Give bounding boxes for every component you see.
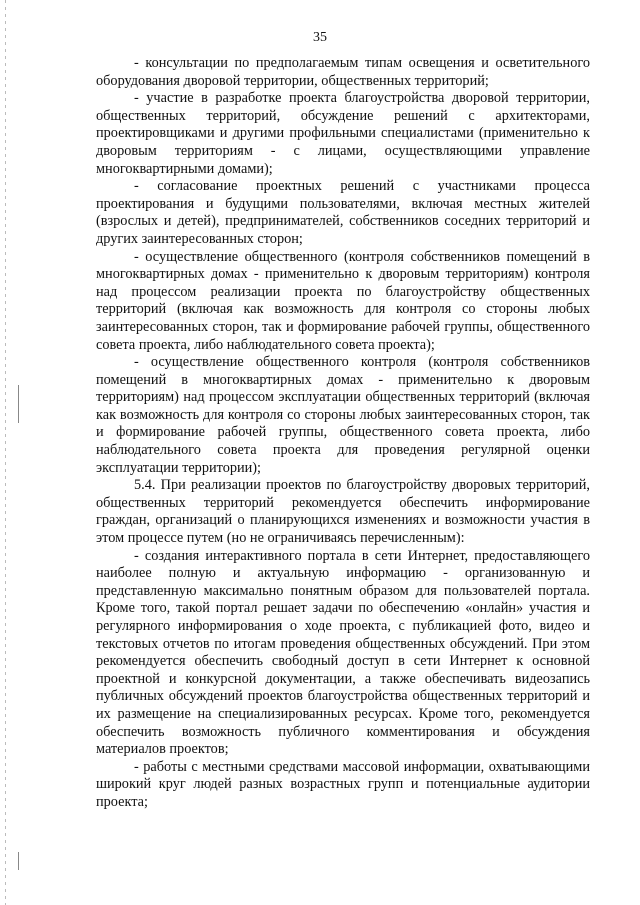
page-number: 35 — [313, 30, 327, 45]
scan-mark-top — [18, 385, 19, 423]
paragraph-operation-control: - осуществление общественного контроля (контроля собственников помещений в многоквартирных домах - применительно к дворовым территориям) над процессом эксплуатации общественных территорий (включая как возможность для контроля со стороны любых заинтересованных сторон, так и формирование рабочей группы, общественного совета проекта, либо наблюдательного совета проекта для проведения регулярной оценки эксплуатации территории); — [96, 354, 590, 476]
scan-mark-bottom — [18, 852, 19, 870]
paragraph-design-approval: - согласование проектных решений с участниками процесса проектирования и будущими пользователями, включая местных жителей (взрослых и детей), предпринимателей, собственников соседних территорий и других заинтересованных сторон; — [96, 178, 590, 247]
scan-left-edge — [5, 0, 6, 905]
paragraph-media-work: - работы с местными средствами массовой информации, охватывающими широкий круг людей разных возрастных групп и потенциальные аудитории проекта; — [96, 758, 590, 810]
paragraph-interactive-portal: - создания интерактивного портала в сети Интернет, предоставляющего наиболее полную и актуальную информацию - организованную и представленную максимально понятным образом для пользователей портала. Кроме того, такой портал решает задачи по обеспечению «онлайн» участия и регулярного информирования о ходе проекта, с публикацией фото, видео и текстовых отчетов по итогам проведения общественных обсуждений. При этом рекомендуется обеспечить свободный доступ в сети Интернет к основной проектной и конкурсной документации, а также обеспечивать видеозапись публичных обсуждений проектов благоустройства общественных территорий и их размещение на специализированных ресурсах. Кроме того, рекомендуется обеспечить возможность публичного комментирования и обсуждения материалов проектов; — [96, 547, 590, 758]
document-body — [96, 55, 590, 812]
paragraph-section-5-4: 5.4. При реализации проектов по благоустройству дворовых территорий, общественных территорий рекомендуется обеспечить информирование граждан, организаций о планирующихся изменениях и возможности участия в этом процессе путем (но не ограничиваясь перечисленным): — [96, 477, 590, 547]
paragraph-implementation-control: - осуществление общественного (контроля собственников помещений в многоквартирных домах - применительно к дворовым территориям) контроля над процессом реализации проекта по благоустройству общественных территорий (включая как возможность для контроля со стороны любых заинтересованных сторон, так и формирование рабочей группы, общественного совета проекта, либо наблюдательного совета проекта); — [96, 248, 590, 353]
paragraph-project-participation: - участие в разработке проекта благоустройства дворовой территории, общественных территорий, обсуждение решений с архитекторами, проектировщиками и другими профильными специалистами (применительно к дворовым территориям - с лицами, осуществляющими управление многоквартирными домами); — [96, 90, 590, 177]
paragraph-lighting-consultation: - консультации по предполагаемым типам освещения и осветительного оборудования дворовой территории, общественных территорий; — [96, 55, 590, 89]
